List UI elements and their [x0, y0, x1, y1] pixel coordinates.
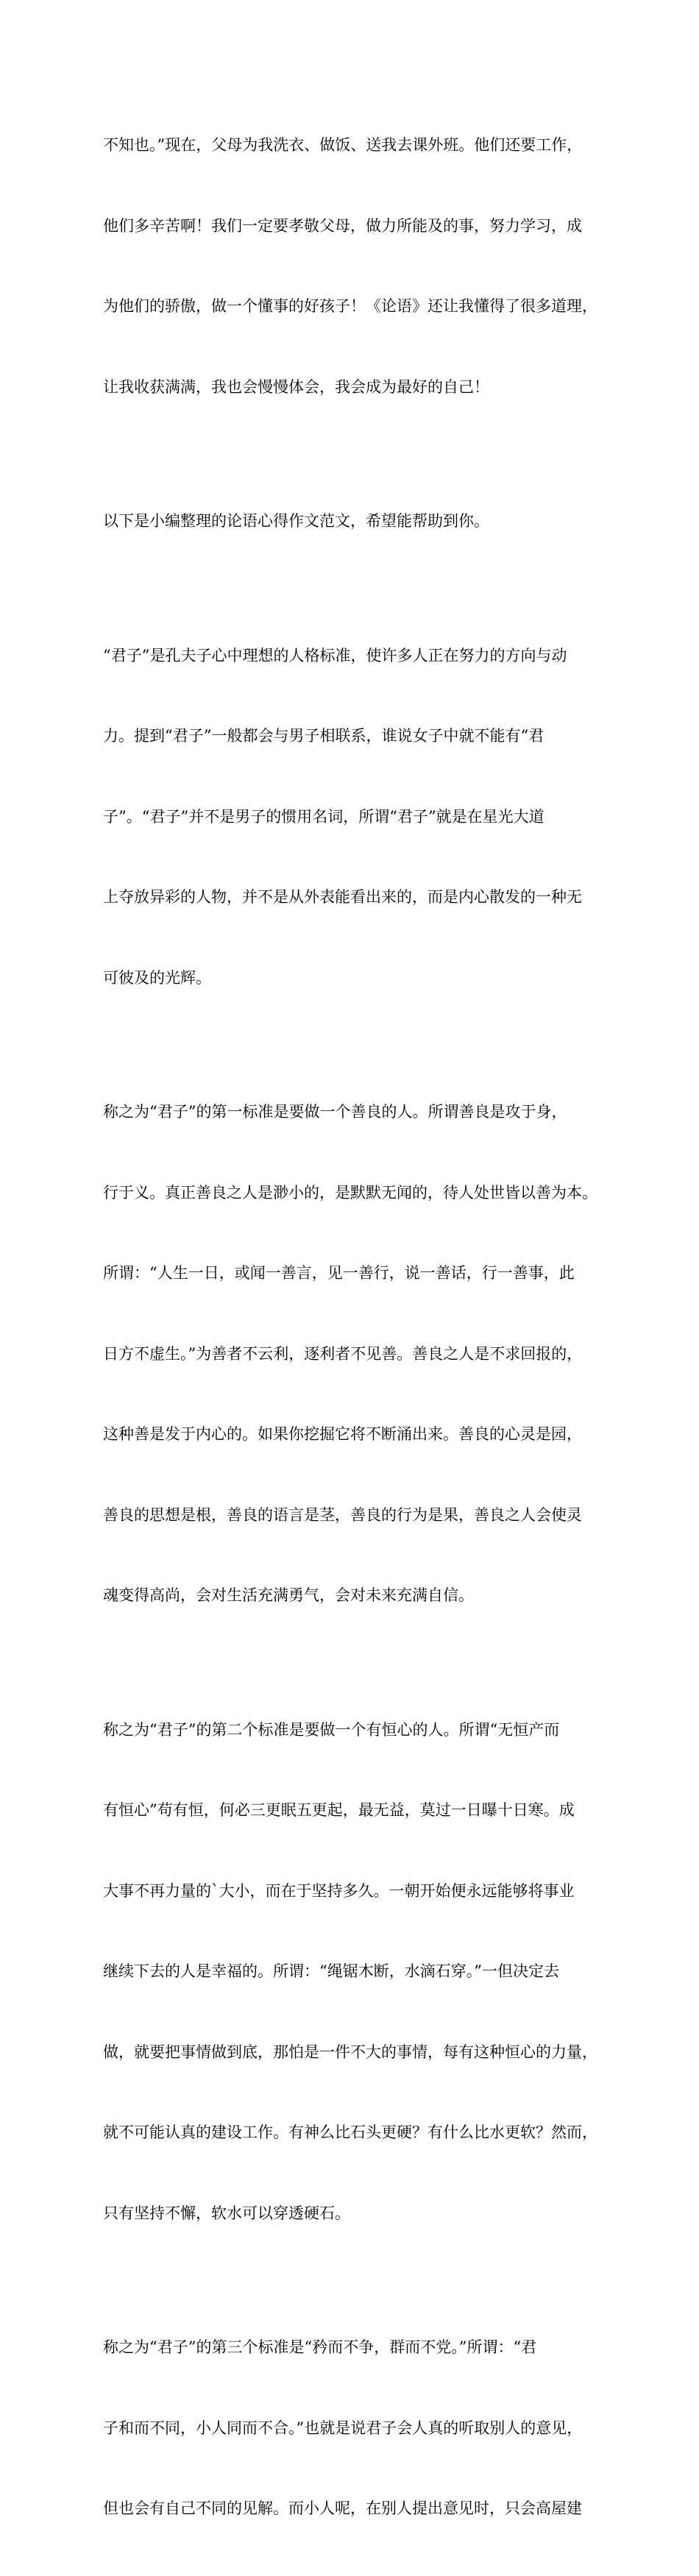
document-body [103, 78, 603, 2576]
text-line: 称之为“君子”的第二个标准是要做一个有恒心的人。所谓“无恒产而 [103, 1720, 560, 1739]
text-line: 善良的思想是根，善良的语言是茎，善良的行为是果，善良之人会使灵 [103, 1505, 582, 1524]
text-line: “君子”是孔夫子心中理想的人格标准，使许多人正在努力的方向与动 [103, 646, 567, 664]
text-line: 子”。“君子”并不是男子的惯用名词，所谓“君子”就是在星光大道 [103, 807, 544, 826]
text-line: 为他们的骄傲，做一个懂事的好孩子！《论语》还让我懂得了很多道理， [103, 297, 597, 315]
text-line: 可彼及的光辉。 [103, 968, 211, 987]
text-line: 力。提到“君子”一般都会与男子相联系，谁说女子中就不能有“君 [103, 727, 544, 745]
text-line: 做，就要把事情做到底，那怕是一件不大的事情，每有这种恒心的力量， [103, 2043, 597, 2061]
paragraph-3 [103, 589, 603, 1046]
text-line: 称之为“君子”的第一标准是要做一个善良的人。所谓善良是攻于身， [103, 1103, 567, 1121]
text-line: 魂变得高尚，会对生活充满勇气，会对未来充满自信。 [103, 1586, 474, 1604]
paragraph-4 [103, 1045, 603, 1663]
paragraph-6 [103, 2280, 603, 2576]
text-line: 就不可能认真的建设工作。有神么比石头更硬？有什么比水更软？然而， [103, 2123, 597, 2141]
paragraph-5 [103, 1663, 603, 2281]
text-line: 让我收获满满，我也会慢慢体会，我会成为最好的自己！ [103, 377, 489, 396]
text-line: 不知也。”现在，父母为我洗衣、做饭、送我去课外班。他们还要工作， [103, 136, 583, 154]
text-line: 称之为“君子”的第三个标准是“矜而不争，群而不党。”所谓：“君 [103, 2338, 537, 2356]
text-line: 只有坚持不懈，软水可以穿透硬石。 [103, 2204, 350, 2222]
text-line: 大事不再力量的`大小，而在于坚持多久。一朝开始便永远能够将事业 [103, 1881, 575, 1900]
paragraph-2 [103, 454, 603, 589]
text-line: 上夺放异彩的人物，并不是从外表能看出来的，而是内心散发的一种无 [103, 888, 582, 906]
text-line: 继续下去的人是幸福的。所谓：“绳锯木断，水滴石穿。”一但决定去 [103, 1962, 559, 1980]
text-line: 所谓：“人生一日，或闻一善言，见一善行，说一善话，行一善事，此 [103, 1264, 575, 1282]
text-line: 有恒心”苟有恒，何必三更眠五更起，最无益，莫过一日曝十日寒。成 [103, 1801, 575, 1819]
text-line: 行于义。真正善良之人是渺小的，是默默无闻的，待人处世皆以善为本。 [103, 1183, 597, 1202]
text-line: 日方不虚生。”为善者不云利，逐利者不见善。善良之人是不求回报的， [103, 1344, 583, 1363]
paragraph-1 [103, 78, 603, 454]
text-line: 以下是小编整理的论语心得作文范文，希望能帮助到你。 [103, 512, 489, 530]
text-line: 子和而不同，小人同而不合。”也就是说君子会人真的听取别人的意见， [103, 2419, 583, 2437]
text-line: 他们多辛苦啊！我们一定要孝敬父母，做力所能及的事，努力学习，成 [103, 216, 582, 235]
text-line: 这种善是发于内心的。如果你挖掘它将不断涌出来。善良的心灵是园， [103, 1425, 582, 1443]
text-line: 但也会有自己不同的见解。而小人呢，在别人提出意见时，只会高屋建 [103, 2499, 582, 2517]
